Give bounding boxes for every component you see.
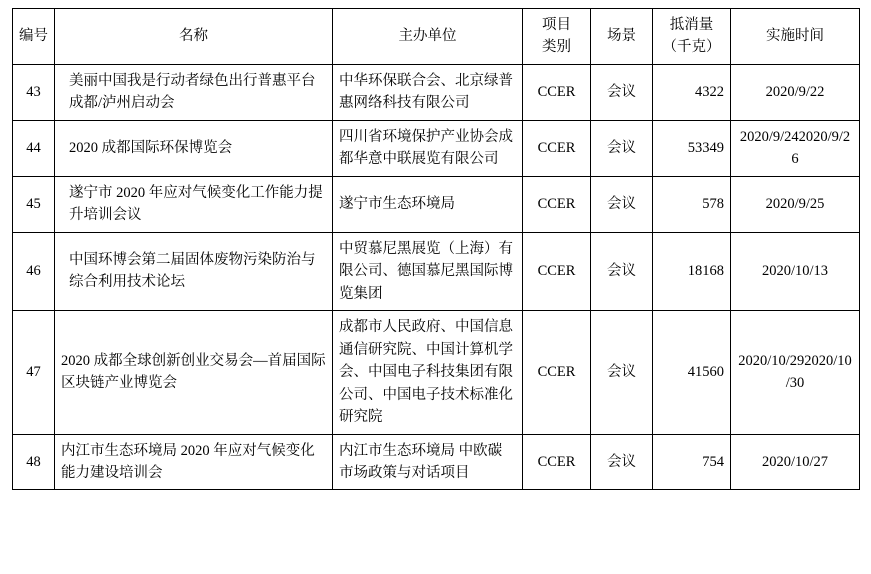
cell-scene: 会议 bbox=[591, 232, 653, 310]
cell-date: 2020/10/292020/10/30 bbox=[731, 311, 860, 434]
cell-serial: 47 bbox=[13, 311, 55, 434]
cell-project-type: CCER bbox=[523, 232, 591, 310]
cell-organizer: 内江市生态环境局 中欧碳市场政策与对话项目 bbox=[333, 434, 523, 490]
cell-date: 2020/10/27 bbox=[731, 434, 860, 490]
cell-name: 遂宁市 2020 年应对气候变化工作能力提升培训会议 bbox=[55, 176, 333, 232]
cell-scene: 会议 bbox=[591, 64, 653, 120]
cell-name: 2020 成都全球创新创业交易会—首届国际区块链产业博览会 bbox=[55, 311, 333, 434]
column-header-project-type-line2: 类别 bbox=[542, 39, 571, 56]
cell-organizer: 中华环保联合会、北京绿普惠网络科技有限公司 bbox=[333, 64, 523, 120]
cell-organizer: 四川省环境保护产业协会成都华意中联展览有限公司 bbox=[333, 120, 523, 176]
cell-amount: 754 bbox=[653, 434, 731, 490]
cell-project-type: CCER bbox=[523, 120, 591, 176]
cell-scene: 会议 bbox=[591, 311, 653, 434]
cell-project-type: CCER bbox=[523, 176, 591, 232]
table-row bbox=[13, 120, 860, 176]
column-header-serial: 编号 bbox=[13, 9, 55, 65]
column-header-name: 名称 bbox=[55, 9, 333, 65]
cell-scene: 会议 bbox=[591, 120, 653, 176]
cell-amount: 18168 bbox=[653, 232, 731, 310]
column-header-amount bbox=[653, 9, 731, 65]
cell-name: 美丽中国我是行动者绿色出行普惠平台成都/泸州启动会 bbox=[55, 64, 333, 120]
cell-amount: 53349 bbox=[653, 120, 731, 176]
column-header-organizer: 主办单位 bbox=[333, 9, 523, 65]
cell-date: 2020/9/22 bbox=[731, 64, 860, 120]
cell-amount: 41560 bbox=[653, 311, 731, 434]
cell-organizer: 中贸慕尼黑展览（上海）有限公司、德国慕尼黑国际博览集团 bbox=[333, 232, 523, 310]
cell-name: 2020 成都国际环保博览会 bbox=[55, 120, 333, 176]
column-header-project-type-line1: 项目 bbox=[542, 17, 571, 33]
cell-scene: 会议 bbox=[591, 176, 653, 232]
table-row bbox=[13, 311, 860, 434]
table-row bbox=[13, 64, 860, 120]
cell-project-type: CCER bbox=[523, 64, 591, 120]
cell-serial: 44 bbox=[13, 120, 55, 176]
column-header-amount-line2: （千克） bbox=[662, 39, 721, 56]
cell-serial: 48 bbox=[13, 434, 55, 490]
table-header-row bbox=[13, 9, 860, 65]
table-row bbox=[13, 232, 860, 310]
column-header-scene: 场景 bbox=[591, 9, 653, 65]
table-row bbox=[13, 176, 860, 232]
cell-project-type: CCER bbox=[523, 434, 591, 490]
table-row bbox=[13, 434, 860, 490]
cell-serial: 43 bbox=[13, 64, 55, 120]
cell-project-type: CCER bbox=[523, 311, 591, 434]
carbon-offset-table bbox=[12, 8, 860, 490]
cell-serial: 45 bbox=[13, 176, 55, 232]
cell-organizer: 遂宁市生态环境局 bbox=[333, 176, 523, 232]
cell-amount: 578 bbox=[653, 176, 731, 232]
cell-amount: 4322 bbox=[653, 64, 731, 120]
cell-scene: 会议 bbox=[591, 434, 653, 490]
cell-name: 内江市生态环境局 2020 年应对气候变化能力建设培训会 bbox=[55, 434, 333, 490]
cell-date: 2020/9/242020/9/26 bbox=[731, 120, 860, 176]
cell-organizer: 成都市人民政府、中国信息通信研究院、中国计算机学会、中国电子科技集团有限公司、中国电子技术标准化研究院 bbox=[333, 311, 523, 434]
column-header-amount-line1: 抵消量 bbox=[669, 17, 714, 33]
cell-serial: 46 bbox=[13, 232, 55, 310]
column-header-date: 实施时间 bbox=[731, 9, 860, 65]
cell-date: 2020/9/25 bbox=[731, 176, 860, 232]
cell-name: 中国环博会第二届固体废物污染防治与综合利用技术论坛 bbox=[55, 232, 333, 310]
cell-date: 2020/10/13 bbox=[731, 232, 860, 310]
column-header-project-type bbox=[523, 9, 591, 65]
